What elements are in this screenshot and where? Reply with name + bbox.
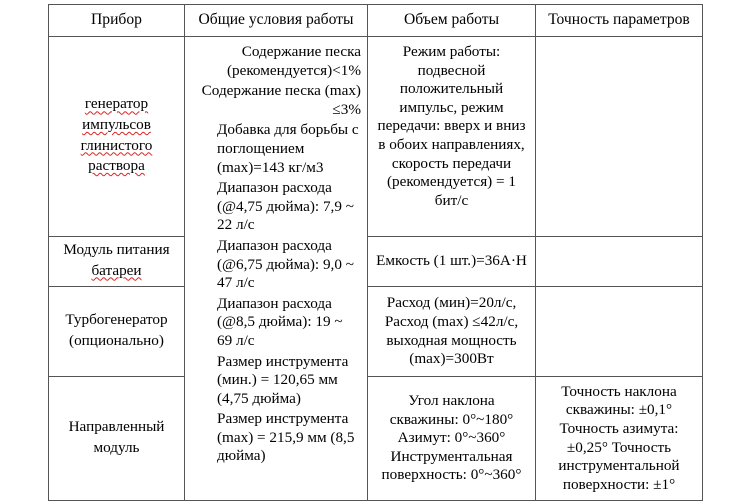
scope-generator-text: Режим работы: подвесной положительный импульс, режим передачи: вверх и вниз в обоих направлениях, скорость передачи (рекомендуется) = 1 бит/с: [377, 43, 526, 209]
header-accuracy: [536, 5, 703, 37]
specifications-table: [48, 4, 703, 501]
header-device: [49, 5, 185, 37]
scope-directional-text: Угол наклона скважины: 0°~180° Азимут: 0°~360° Инструментальная поверхность: 0°~360°: [381, 392, 522, 484]
device-directional: [49, 377, 185, 501]
scope-battery-text: Емкость (1 шт.)=36А·Н: [376, 252, 527, 270]
condition-flow-475: Диапазон расхода (@4,75 дюйма): 7,9 ~ 22 л/с: [217, 179, 354, 234]
device-battery-line1: Модуль питания: [63, 240, 170, 258]
device-directional-line1: Направленный: [68, 417, 165, 435]
device-directional-line2: модуль: [93, 438, 140, 456]
scope-generator: [368, 37, 536, 237]
device-generator-line4: раствора: [88, 157, 145, 175]
condition-tool-size-min: Размер инструмента (мин.) = 120,65 мм (4,75 дюйма): [217, 352, 349, 407]
device-generator-line3: глинистого: [80, 136, 153, 154]
header-general-conditions-label: Общие условия работы: [198, 11, 354, 29]
device-turbo-line1: Турбогенератор: [65, 310, 168, 328]
condition-flow-85: Диапазон расхода (@8,5 дюйма): 19 ~ 69 л/с: [217, 294, 343, 349]
device-battery-line2: батареи: [91, 261, 142, 279]
accuracy-turbogenerator: [536, 287, 703, 377]
condition-sand-max: Содержание песка (max) ≤3%: [201, 82, 361, 118]
condition-tool-size-max: Размер инструмента (max) = 215,9 мм (8,5 дюйма): [217, 410, 355, 465]
general-conditions-cell: [185, 37, 368, 501]
condition-sand-recommended: Содержание песка (рекомендуется)<1%: [226, 43, 361, 79]
header-accuracy-label: Точность параметров: [548, 11, 690, 29]
scope-directional: [368, 377, 536, 501]
device-turbogenerator: [49, 287, 185, 377]
accuracy-generator: [536, 37, 703, 237]
header-scope-label: Объем работы: [403, 11, 500, 29]
accuracy-directional-text: Точность наклона скважины: ±0,1° Точность азимута: ±0,25° Точность инструментальной поверхности: ±1°: [558, 382, 680, 493]
device-generator-line2: импульсов: [82, 115, 151, 133]
condition-lost-circulation: Добавка для борьбы с поглощением (max)=143 кг/м3: [217, 121, 359, 176]
device-battery: [49, 237, 185, 287]
scope-turbo-text: Расход (мин)=20л/с, Расход (max) ≤42л/с, выходная мощность (max)=300Вт: [384, 294, 519, 368]
scope-battery: [368, 237, 536, 287]
device-generator: [49, 37, 185, 237]
accuracy-directional: [536, 377, 703, 501]
scope-turbogenerator: [368, 287, 536, 377]
device-generator-line1: генератор: [84, 95, 149, 113]
accuracy-battery: [536, 237, 703, 287]
header-scope: [368, 5, 536, 37]
condition-flow-675: Диапазон расхода (@6,75 дюйма): 9,0 ~ 47 л/с: [217, 236, 354, 292]
header-device-label: Прибор: [91, 11, 142, 29]
header-general-conditions: [185, 5, 368, 37]
device-turbo-line2: (опционально): [69, 331, 164, 349]
